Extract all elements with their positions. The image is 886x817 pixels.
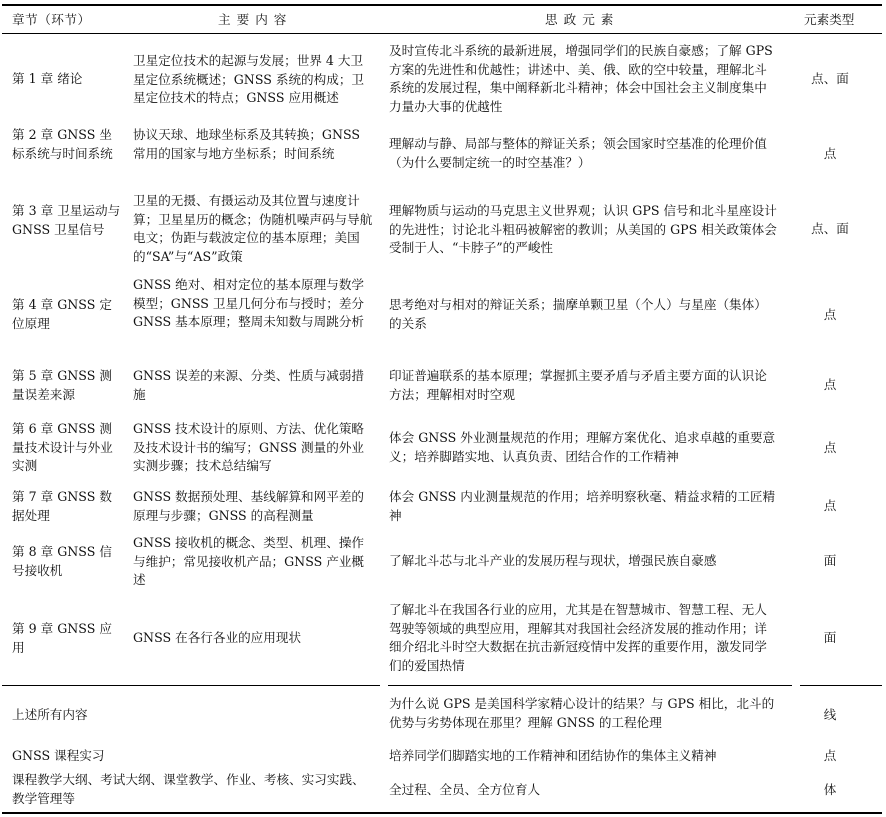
table-top-rule: [2, 4, 882, 6]
row-10-type: 线: [823, 707, 837, 722]
row-10-element: 为什么说 GPS 是美国科学家精心设计的结果？与 GPS 相比，北斗的优势与劣势体现在那里？理解 GNSS 的工程伦理: [389, 696, 775, 730]
header-content: 主 要 内 容: [218, 12, 288, 27]
row-12-chapter: 课程教学大纲、考试大纲、课堂教学、作业、考核、实习实践、教学管理等: [12, 772, 365, 806]
row-7-type: 点: [823, 498, 837, 513]
row-3-type: 点、面: [811, 221, 849, 236]
header-bottom-rule: [2, 33, 882, 34]
row-6-chapter: 第 6 章 GNSS 测量技术设计与外业实测: [12, 421, 113, 474]
row-7-content: GNSS 数据预处理、基线解算和网平差的原理与步骤；GNSS 的高程测量: [133, 489, 365, 523]
row-1-chapter: 第 1 章 绪论: [12, 71, 83, 86]
row-4-type: 点: [823, 307, 837, 322]
row-9-element: 了解北斗在我国各行业的应用，尤其是在智慧城市、智慧工程、无人驾驶等领域的典型应用，理解其对我国社会经济发展的推动作用；详细介绍北斗时空大数据在抗击新冠疫情中发挥的重要作用，激发同学们的爱国热情: [389, 602, 767, 674]
row-11-element: 培养同学们脚踏实地的工作精神和团结协作的集体主义精神: [389, 748, 717, 763]
row-5-chapter: 第 5 章 GNSS 测量误差来源: [12, 368, 112, 402]
header-element: 思 政 元 素: [545, 12, 615, 27]
section-rule-right: [800, 685, 882, 686]
row-2-content: 协议天球、地球坐标系及其转换；GNSS 常用的国家与地方坐标系；时间系统: [133, 127, 361, 161]
row-4-content: GNSS 绝对、相对定位的基本原理与数学模型；GNSS 卫星几何分布与授时；差分 GNSS 基本原理；整周未知数与周跳分析: [133, 277, 365, 330]
table-bottom-rule: [2, 812, 882, 814]
row-3-content: 卫星的无摄、有摄运动及其位置与速度计算；卫星星历的概念；伪随机噪声码与导航电文；伪距与载波定位的基本原理；美国的“SA”与“AS”政策: [133, 193, 373, 265]
section-rule-middle: [388, 685, 792, 686]
row-5-element: 印证普遍联系的基本原理；掌握抓主要矛盾与矛盾主要方面的认识论方法；理解相对时空观: [389, 368, 767, 402]
row-5-type: 点: [823, 377, 837, 392]
row-8-element: 了解北斗芯与北斗产业的发展历程与现状，增强民族自豪感: [389, 553, 717, 568]
section-rule-left: [2, 685, 380, 686]
row-3-chapter: 第 3 章 卫星运动与 GNSS 卫星信号: [12, 203, 121, 237]
row-12-element: 全过程、全员、全方位育人: [389, 782, 541, 797]
row-4-chapter: 第 4 章 GNSS 定位原理: [12, 297, 112, 331]
row-10-chapter: 上述所有内容: [12, 707, 88, 722]
row-2-type: 点: [823, 146, 837, 161]
row-1-type: 点、面: [811, 71, 849, 86]
row-9-chapter: 第 9 章 GNSS 应用: [12, 621, 112, 655]
row-11-type: 点: [823, 748, 837, 763]
row-8-content: GNSS 接收机的概念、类型、机理、操作与维护；常见接收机产品；GNSS 产业概述: [133, 535, 365, 588]
row-2-element: 理解动与静、局部与整体的辩证关系；领会国家时空基准的伦理价值（为什么要制定统一的时空基准？）: [389, 136, 767, 170]
row-9-type: 面: [823, 630, 837, 645]
header-type: 元素类型: [804, 12, 855, 27]
header-chapter: 章节（环节）: [12, 12, 91, 27]
row-8-chapter: 第 8 章 GNSS 信号接收机: [12, 544, 112, 578]
row-1-content: 卫星定位技术的起源与发展；世界 4 大卫星定位系统概述；GNSS 系统的构成；卫星定位技术的特点；GNSS 应用概述: [133, 53, 365, 106]
row-6-type: 点: [823, 440, 837, 455]
row-4-element: 思考绝对与相对的辩证关系；揣摩单颗卫星（个人）与星座（集体）的关系: [389, 297, 767, 331]
row-2-chapter: 第 2 章 GNSS 坐标系统与时间系统: [12, 127, 113, 161]
row-3-element: 理解物质与运动的马克思主义世界观；认识 GPS 信号和北斗星座设计的先进性；讨论北斗粗码被解密的教训；从美国的 GPS 相关政策体会受制于人、“卡脖子”的严峻性: [389, 203, 777, 256]
row-1-element: 及时宣传北斗系统的最新进展，增强同学们的民族自豪感；了解 GPS 方案的先进性和优越性；讲述中、美、俄、欧的空中较量，理解北斗系统的发展过程，集中阐释新北斗精神；体会中国社会主义制度集中力量办大事的优越性: [389, 43, 773, 115]
row-7-chapter: 第 7 章 GNSS 数据处理: [12, 489, 112, 523]
row-6-element: 体会 GNSS 外业测量规范的作用；理解方案优化、追求卓越的重要意义；培养脚踏实地、认真负责、团结合作的工作精神: [389, 430, 776, 464]
row-5-content: GNSS 误差的来源、分类、性质与减弱措施: [133, 368, 365, 402]
row-9-content: GNSS 在各行各业的应用现状: [133, 630, 302, 645]
row-11-chapter: GNSS 课程实习: [12, 748, 105, 763]
row-7-element: 体会 GNSS 内业测量规范的作用；培养明察秋毫、精益求精的工匠精神: [389, 489, 776, 523]
row-12-type: 体: [823, 782, 837, 797]
row-8-type: 面: [823, 553, 837, 568]
row-6-content: GNSS 技术设计的原则、方法、优化策略及技术设计书的编写；GNSS 测量的外业实测步骤；技术总结编写: [133, 421, 365, 474]
